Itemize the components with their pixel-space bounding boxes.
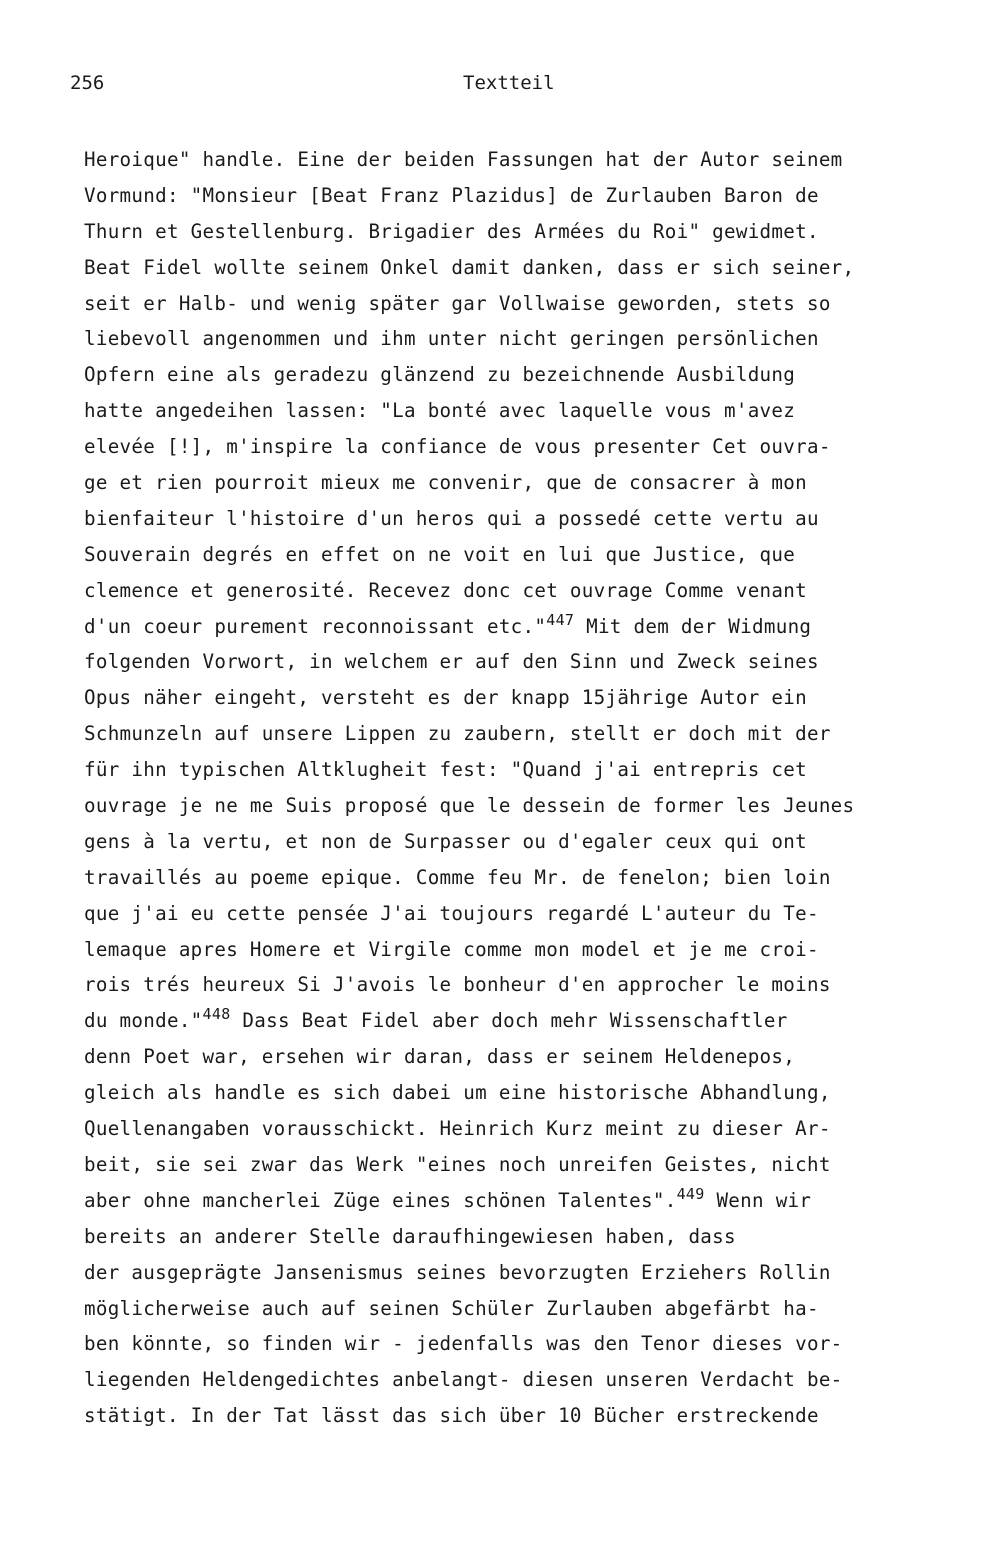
text-line: bienfaiteur l'histoire d'un heros qui a possedé cette vertu au: [84, 506, 819, 530]
text-line: travaillés au poeme epique. Comme feu Mr. de fenelon; bien loin: [84, 865, 831, 889]
text-line: clemence et generosité. Recevez donc cet ouvrage Comme venant: [84, 578, 807, 602]
body-text: [84, 148, 984, 1440]
page-header: [0, 72, 1000, 102]
text-line: Schmunzeln auf unsere Lippen zu zaubern, stellt er doch mit der: [84, 722, 831, 746]
text-line: stätigt. In der Tat lässt das sich über 10 Bücher erstreckende: [84, 1404, 819, 1428]
text-line: hatte angedeihen lassen: "La bonté avec laquelle vous m'avez: [84, 399, 796, 423]
running-title: Textteil: [463, 72, 555, 94]
text-line: der ausgeprägte Jansenismus seines bevorzugten Erziehers Rollin: [84, 1260, 831, 1284]
text-line: Beat Fidel wollte seinem Onkel damit danken, dass er sich seiner,: [84, 255, 855, 279]
text-line: liegenden Heldengedichtes anbelangt- diesen unseren Verdacht be-: [84, 1368, 843, 1392]
page-number: 256: [70, 72, 105, 94]
footnote-ref-447: 447: [546, 610, 575, 629]
text-line: d'un coeur purement reconnoissant etc."$^{447}$ Mit dem der Widmung: [84, 610, 812, 638]
text-line: lemaque apres Homere et Virgile comme mon model et je me croi-: [84, 937, 819, 961]
text-line: gleich als handle es sich dabei um eine historische Abhandlung,: [84, 1081, 831, 1105]
text-line: ge et rien pourroit mieux me convenir, que de consacrer à mon: [84, 471, 807, 495]
text-line: für ihn typischen Altklugheit fest: "Quand j'ai entrepris cet: [84, 758, 807, 782]
text-line: Quellenangaben vorausschickt. Heinrich Kurz meint zu dieser Ar-: [84, 1117, 831, 1141]
text-line: Vormund: "Monsieur [Beat Franz Plazidus] de Zurlauben Baron de: [84, 183, 819, 207]
text-line: liebevoll angenommen und ihm unter nicht geringen persönlichen: [84, 327, 819, 351]
text-line: bereits an anderer Stelle daraufhingewiesen haben, dass: [84, 1224, 736, 1248]
footnote-ref-448: 448: [202, 1005, 231, 1024]
text-line: möglicherweise auch auf seinen Schüler Zurlauben abgefärbt ha-: [84, 1296, 819, 1320]
text-line: elevée [!], m'inspire la confiance de vous presenter Cet ouvra-: [84, 435, 831, 459]
text-line: rois trés heureux Si J'avois le bonheur d'en approcher le moins: [84, 973, 831, 997]
text-line: Souverain degrés en effet on ne voit en lui que Justice, que: [84, 542, 796, 566]
text-line: du monde."$^{448}$ Dass Beat Fidel aber doch mehr Wissenschaftler: [84, 1005, 788, 1033]
text-line: beit, sie sei zwar das Werk "eines noch unreifen Geistes, nicht: [84, 1152, 831, 1176]
text-line: Opus näher eingeht, versteht es der knapp 15jährige Autor ein: [84, 686, 807, 710]
text-line: Thurn et Gestellenburg. Brigadier des Armées du Roi" gewidmet.: [84, 219, 819, 243]
text-line: gens à la vertu, et non de Surpasser ou d'egaler ceux qui ont: [84, 829, 807, 853]
text-line: ben könnte, so finden wir - jedenfalls was den Tenor dieses vor-: [84, 1332, 843, 1356]
text-line: seit er Halb- und wenig später gar Vollwaise geworden, stets so: [84, 291, 831, 315]
text-line: que j'ai eu cette pensée J'ai toujours regardé L'auteur du Te-: [84, 901, 819, 925]
footnote-ref-449: 449: [676, 1184, 705, 1203]
text-line: aber ohne mancherlei Züge eines schönen Talentes".$^{449}$ Wenn wir: [84, 1184, 812, 1212]
text-line: Opfern eine als geradezu glänzend zu bezeichnende Ausbildung: [84, 363, 796, 387]
text-line: folgenden Vorwort, in welchem er auf den Sinn und Zweck seines: [84, 650, 819, 674]
text-line: ouvrage je ne me Suis proposé que le dessein de former les Jeunes: [84, 794, 855, 818]
text-line: denn Poet war, ersehen wir daran, dass er seinem Heldenepos,: [84, 1045, 796, 1069]
text-line: Heroique" handle. Eine der beiden Fassungen hat der Autor seinem: [84, 148, 843, 171]
